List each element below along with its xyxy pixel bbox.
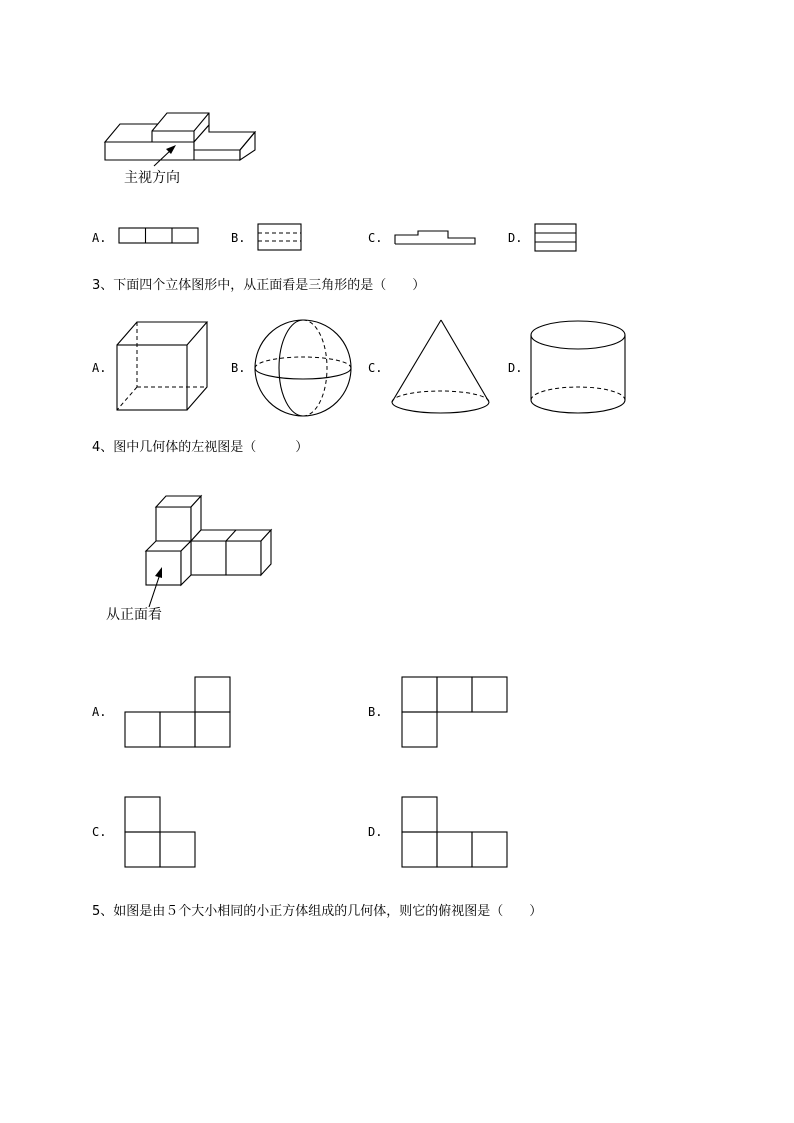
q3-option-d-cylinder	[528, 318, 630, 418]
q3-option-c-cone	[390, 318, 492, 418]
q5-question-text: 5、如图是由５个大小相同的小正方体组成的几何体，则它的俯视图是（ ）	[92, 904, 543, 919]
q3-question-text: 3、下面四个立体图形中，从正面看是三角形的是（ ）	[92, 278, 426, 293]
q4-cube-stack-figure	[0, 480, 794, 610]
q2-figure-caption: 主视方向	[124, 170, 180, 186]
q3-option-b-label[interactable]: B.	[231, 361, 246, 375]
q3-option-a-cube	[112, 320, 212, 415]
q4-option-d-figure	[401, 796, 511, 870]
q2-option-a-label[interactable]: A.	[92, 231, 107, 245]
q4-option-d-label[interactable]: D.	[368, 825, 383, 839]
q4-option-b-figure	[401, 676, 511, 750]
q4-question-text: 4、图中几何体的左视图是（ ）	[92, 440, 309, 455]
q2-option-b-label[interactable]: B.	[231, 231, 246, 245]
q3-option-a-label[interactable]: A.	[92, 361, 107, 375]
q3-option-d-label[interactable]: D.	[508, 361, 523, 375]
q4-option-c-figure	[124, 796, 200, 870]
q2-option-d-figure	[534, 223, 578, 253]
q4-option-a-label[interactable]: A.	[92, 705, 107, 719]
q4-figure-caption: 从正面看	[106, 607, 162, 623]
q2-option-c-figure	[394, 227, 478, 247]
q3-option-c-label[interactable]: C.	[368, 361, 383, 375]
q2-option-d-label[interactable]: D.	[508, 231, 523, 245]
q4-option-b-label[interactable]: B.	[368, 705, 383, 719]
q2-option-a-figure	[118, 227, 200, 245]
q4-option-a-figure	[124, 676, 234, 750]
q4-option-c-label[interactable]: C.	[92, 825, 107, 839]
q3-option-b-sphere	[252, 318, 356, 418]
q2-option-b-figure	[257, 223, 303, 251]
q2-solid-figure	[0, 0, 794, 260]
q2-option-c-label[interactable]: C.	[368, 231, 383, 245]
